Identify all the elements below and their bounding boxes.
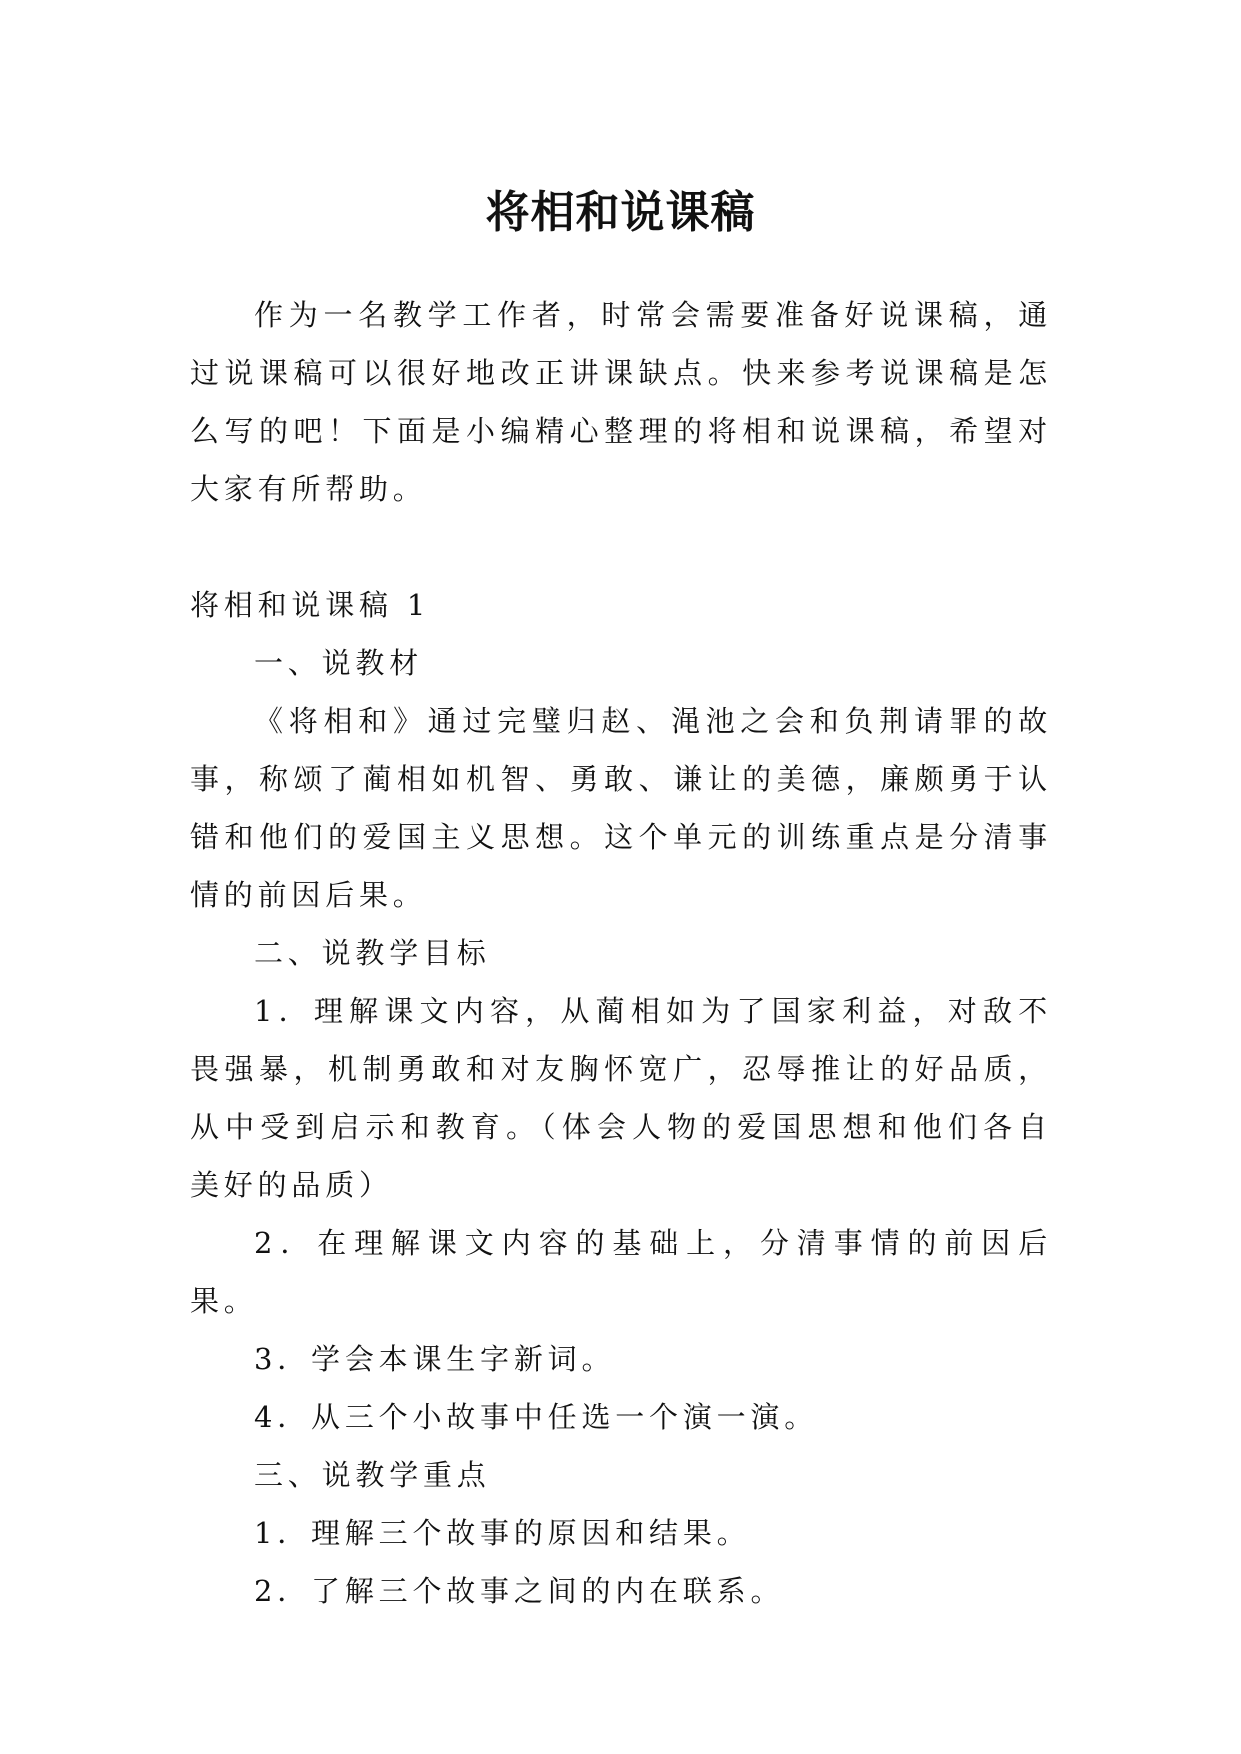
objective-item-2: 2．在理解课文内容的基础上，分清事情的前因后果。: [190, 1226, 1052, 1318]
objective-item-4: 4．从三个小故事中任选一个演一演。: [254, 1400, 819, 1434]
focus-item-2: 2．了解三个故事之间的内在联系。: [254, 1574, 785, 1608]
objective-item-3: 3．学会本课生字新词。: [254, 1342, 616, 1376]
heading-teaching-focus: 三、说教学重点: [254, 1458, 491, 1492]
focus-item-1: 1．理解三个故事的原因和结果。: [254, 1516, 751, 1550]
document-title: 将相和说课稿: [485, 187, 756, 239]
heading-teaching-objectives: 二、说教学目标: [254, 936, 491, 970]
paragraph-teaching-material: 《将相和》通过完璧归赵、渑池之会和负荆请罪的故事，称颂了蔺相如机智、勇敢、谦让的美德，廉颇勇于认错和他们的爱国主义思想。这个单元的训练重点是分清事情的前因后果。: [190, 704, 1052, 912]
intro-paragraph: 作为一名教学工作者，时常会需要准备好说课稿，通过说课稿可以很好地改正讲课缺点。快来参考说课稿是怎么写的吧！下面是小编精心整理的将相和说课稿，希望对大家有所帮助。: [190, 298, 1052, 506]
heading-teaching-material: 一、说教材: [254, 646, 424, 680]
section-heading: 将相和说课稿 1: [190, 588, 431, 622]
document-body: [190, 286, 1052, 1620]
objective-item-1: 1．理解课文内容，从蔺相如为了国家利益，对敌不畏强暴，机制勇敢和对友胸怀宽广，忍辱推让的好品质，从中受到启示和教育。（体会人物的爱国思想和他们各自美好的品质）: [190, 994, 1052, 1202]
